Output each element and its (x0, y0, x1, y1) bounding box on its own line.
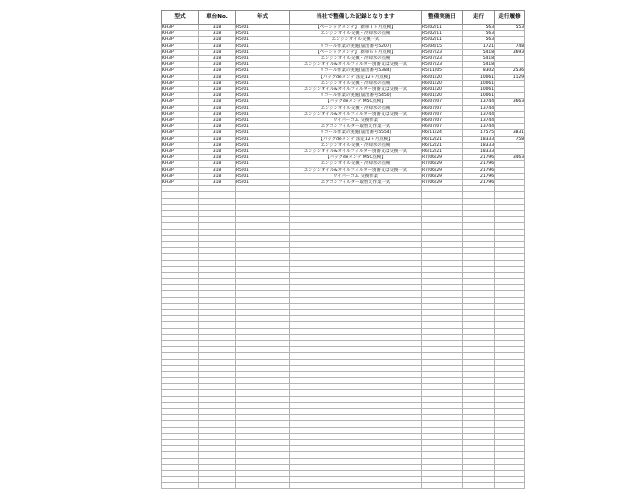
cell-model-year: R5/01 (236, 180, 290, 186)
cell-distance-interval: 3463 (495, 155, 525, 161)
cell-model: KH3P (162, 167, 199, 173)
cell-service-date: R5/07/23 (422, 56, 463, 62)
cell-odometer: 563 (463, 37, 495, 43)
cell-service-date: R6/01/20 (422, 80, 463, 86)
cell-odometer: 21796 (463, 155, 495, 161)
cell-frame-number: 318 (199, 56, 236, 62)
cell-distance-interval: 758 (495, 136, 525, 142)
cell-service-date: R6/01/20 (422, 74, 463, 80)
cell-service-description: エンジンオイル交換・冷却水の点検 (290, 105, 422, 111)
cell-odometer: 563 (463, 25, 495, 31)
cell-odometer: 21796 (463, 173, 495, 179)
cell-service-description: 【ベーシックメンテ】 新車１ヶ月点検】 (290, 25, 422, 31)
cell-distance-interval: 3831 (495, 130, 525, 136)
cell-model-year: R5/01 (236, 93, 290, 99)
cell-model-year: R5/01 (236, 124, 290, 130)
cell-service-description: 【ベーシックメンテ】 新車６ヶ月点検】 (290, 49, 422, 55)
cell-model-year: R5/01 (236, 111, 290, 117)
cell-model: KH3P (162, 130, 199, 136)
empty-cell (290, 483, 422, 489)
cell-model-year: R5/01 (236, 161, 290, 167)
cell-service-description: リコール作業の実施[届出番号5207] (290, 43, 422, 49)
empty-cell (236, 483, 290, 489)
cell-service-date: R6/07/07 (422, 99, 463, 105)
cell-odometer: 8302 (463, 68, 495, 74)
cell-model: KH3P (162, 180, 199, 186)
cell-service-description: エンジンオイル&オイルフィルター別番又は交換一式 (290, 149, 422, 155)
cell-service-date: R6/07/07 (422, 105, 463, 111)
cell-service-description: 【パックdeメンテ 法定12ヶ月点検】 (290, 74, 422, 80)
cell-service-date: R5/07/23 (422, 62, 463, 68)
service-record-sheet (161, 10, 524, 482)
cell-service-description: エアコンフィルター取替え作業一式 (290, 124, 422, 130)
cell-odometer: 18333 (463, 142, 495, 148)
cell-model: KH3P (162, 124, 199, 130)
cell-model-year: R5/01 (236, 49, 290, 55)
cell-service-date: R5/02/11 (422, 31, 463, 37)
cell-service-description: 【パックdeメンテ M5C点検】 (290, 99, 422, 105)
cell-frame-number: 318 (199, 80, 236, 86)
cell-service-description: 【パックdeメンテ M5C点検】 (290, 155, 422, 161)
header-service-date: 整備実施日 (422, 11, 463, 25)
cell-odometer: 563 (463, 31, 495, 37)
cell-model-year: R5/01 (236, 25, 290, 31)
cell-service-description: エアコンフィルター取替え作業一式 (290, 180, 422, 186)
cell-frame-number: 318 (199, 99, 236, 105)
cell-service-date: R6/12/21 (422, 136, 463, 142)
cell-frame-number: 318 (199, 149, 236, 155)
cell-odometer: 13744 (463, 118, 495, 124)
cell-model-year: R5/01 (236, 99, 290, 105)
cell-model-year: R5/01 (236, 142, 290, 148)
cell-odometer: 10061 (463, 74, 495, 80)
cell-odometer: 13744 (463, 111, 495, 117)
cell-odometer: 13744 (463, 124, 495, 130)
cell-model: KH3P (162, 43, 199, 49)
empty-cell (162, 483, 199, 489)
cell-service-date: R6/12/21 (422, 142, 463, 148)
cell-odometer: 10061 (463, 93, 495, 99)
cell-model-year: R5/01 (236, 118, 290, 124)
cell-distance-interval: 3693 (495, 49, 525, 55)
cell-frame-number: 318 (199, 62, 236, 68)
cell-odometer: 17575 (463, 130, 495, 136)
cell-service-description: ワイパーゴム 交換作業 (290, 118, 422, 124)
cell-service-description: 【パックdeメンテ 法定12ヶ月点検】 (290, 136, 422, 142)
cell-model: KH3P (162, 161, 199, 167)
cell-model: KH3P (162, 80, 199, 86)
cell-model: KH3P (162, 31, 199, 37)
cell-odometer: 1721 (463, 43, 495, 49)
service-record-table (161, 10, 525, 489)
cell-model-year: R5/01 (236, 62, 290, 68)
cell-service-description: エンジンオイル交換・冷却水の点検 (290, 56, 422, 62)
cell-service-description: エンジンオイル交換・冷却水の点検 (290, 161, 422, 167)
cell-model-year: R5/01 (236, 149, 290, 155)
cell-frame-number: 318 (199, 111, 236, 117)
cell-frame-number: 318 (199, 31, 236, 37)
cell-model: KH3P (162, 149, 199, 155)
cell-model: KH3P (162, 93, 199, 99)
cell-service-date: R5/04/15 (422, 43, 463, 49)
cell-frame-number: 318 (199, 136, 236, 142)
cell-model: KH3P (162, 62, 199, 68)
cell-service-date: R5/11/05 (422, 68, 463, 74)
cell-service-date: R6/07/07 (422, 111, 463, 117)
cell-service-description: リコール作業の実施[届出番号5554] (290, 130, 422, 136)
cell-service-description: エンジンオイル交換・冷却水の点検 (290, 142, 422, 148)
header-service-description: 当社で整備した記録となります (290, 11, 422, 25)
cell-model: KH3P (162, 68, 199, 74)
cell-service-description: ワイパーゴム 交換作業 (290, 173, 422, 179)
cell-frame-number: 318 (199, 167, 236, 173)
table-body (162, 25, 525, 489)
cell-distance-interval: 3663 (495, 99, 525, 105)
header-model-year: 年式 (236, 11, 290, 25)
cell-distance-interval: 2536 (495, 68, 525, 74)
cell-service-date: R7/06/29 (422, 155, 463, 161)
cell-frame-number: 318 (199, 25, 236, 31)
cell-frame-number: 318 (199, 93, 236, 99)
header-odometer: 走行 (463, 11, 495, 25)
cell-frame-number: 318 (199, 105, 236, 111)
cell-frame-number: 318 (199, 173, 236, 179)
cell-frame-number: 318 (199, 43, 236, 49)
cell-service-date: R6/01/20 (422, 87, 463, 93)
cell-model: KH3P (162, 49, 199, 55)
cell-frame-number: 318 (199, 37, 236, 43)
cell-frame-number: 318 (199, 74, 236, 80)
cell-model-year: R5/01 (236, 105, 290, 111)
cell-model: KH3P (162, 118, 199, 124)
cell-service-description: エンジンオイル交換一式 (290, 37, 422, 43)
cell-model-year: R5/01 (236, 155, 290, 161)
header-model: 型式 (162, 11, 199, 25)
cell-odometer: 10061 (463, 80, 495, 86)
cell-service-description: エンジンオイル&オイルフィルター別番又は交換一式 (290, 111, 422, 117)
cell-odometer: 13744 (463, 105, 495, 111)
cell-model-year: R5/01 (236, 173, 290, 179)
cell-model-year: R5/01 (236, 74, 290, 80)
cell-odometer: 21796 (463, 167, 495, 173)
cell-odometer: 18333 (463, 149, 495, 155)
cell-service-date: R7/06/29 (422, 180, 463, 186)
cell-service-date: R6/07/07 (422, 118, 463, 124)
cell-service-description: リコール作業の実施[届出番号5450] (290, 93, 422, 99)
cell-service-date: R5/02/11 (422, 37, 463, 43)
cell-service-description: エンジンオイル&オイルフィルター別番又は交換一式 (290, 167, 422, 173)
cell-service-date: R6/11/24 (422, 130, 463, 136)
header-row (162, 11, 525, 25)
cell-frame-number: 318 (199, 142, 236, 148)
cell-model: KH3P (162, 99, 199, 105)
header-distance-interval: 走行履修 (495, 11, 525, 25)
cell-model: KH3P (162, 105, 199, 111)
cell-odometer: 5418 (463, 56, 495, 62)
cell-service-date: R5/07/23 (422, 49, 463, 55)
cell-frame-number: 318 (199, 49, 236, 55)
cell-model-year: R5/01 (236, 68, 290, 74)
cell-model-year: R5/01 (236, 43, 290, 49)
cell-odometer: 21796 (463, 161, 495, 167)
cell-service-description: エンジンオイル交換・冷却水の点検 (290, 31, 422, 37)
cell-model-year: R5/01 (236, 130, 290, 136)
cell-frame-number: 318 (199, 68, 236, 74)
cell-distance-interval: 1129 (495, 74, 525, 80)
cell-model-year: R5/01 (236, 136, 290, 142)
cell-model-year: R5/01 (236, 80, 290, 86)
cell-model: KH3P (162, 56, 199, 62)
cell-odometer: 10061 (463, 87, 495, 93)
cell-odometer: 18333 (463, 136, 495, 142)
cell-service-description: エンジンオイル&オイルフィルター別番又は交換一式 (290, 62, 422, 68)
cell-frame-number: 318 (199, 161, 236, 167)
cell-model-year: R5/01 (236, 37, 290, 43)
empty-cell (495, 483, 525, 489)
cell-service-date: R6/07/07 (422, 124, 463, 130)
cell-service-date: R5/02/11 (422, 25, 463, 31)
cell-frame-number: 318 (199, 118, 236, 124)
cell-model: KH3P (162, 74, 199, 80)
cell-service-description: エンジンオイル交換・冷却水の点検 (290, 80, 422, 86)
cell-frame-number: 318 (199, 124, 236, 130)
cell-frame-number: 318 (199, 180, 236, 186)
cell-model: KH3P (162, 155, 199, 161)
empty-cell (199, 483, 236, 489)
empty-cell (463, 483, 495, 489)
cell-frame-number: 318 (199, 130, 236, 136)
cell-frame-number: 318 (199, 155, 236, 161)
cell-service-description: リコール作業の実施[届出番号5384] (290, 68, 422, 74)
cell-service-date: R7/06/29 (422, 173, 463, 179)
cell-odometer: 13744 (463, 99, 495, 105)
cell-service-date: R7/06/29 (422, 167, 463, 173)
cell-model: KH3P (162, 25, 199, 31)
cell-service-date: R7/06/29 (422, 161, 463, 167)
cell-odometer: 21796 (463, 180, 495, 186)
cell-frame-number: 318 (199, 87, 236, 93)
cell-distance-interval: 553 (495, 25, 525, 31)
cell-model: KH3P (162, 37, 199, 43)
cell-service-description: エンジンオイル&オイルフィルター別番又は交換一式 (290, 87, 422, 93)
cell-model: KH3P (162, 87, 199, 93)
empty-cell (422, 483, 463, 489)
cell-model-year: R5/01 (236, 56, 290, 62)
empty-row (162, 483, 525, 489)
cell-model: KH3P (162, 111, 199, 117)
header-frame-number: 車台No. (199, 11, 236, 25)
cell-model-year: R5/01 (236, 167, 290, 173)
cell-odometer: 5418 (463, 62, 495, 68)
cell-model: KH3P (162, 142, 199, 148)
cell-model: KH3P (162, 136, 199, 142)
cell-model-year: R5/01 (236, 31, 290, 37)
cell-odometer: 5418 (463, 49, 495, 55)
cell-distance-interval: 748 (495, 43, 525, 49)
cell-service-date: R6/01/20 (422, 93, 463, 99)
cell-model-year: R5/01 (236, 87, 290, 93)
cell-service-date: R6/12/21 (422, 149, 463, 155)
cell-model: KH3P (162, 173, 199, 179)
